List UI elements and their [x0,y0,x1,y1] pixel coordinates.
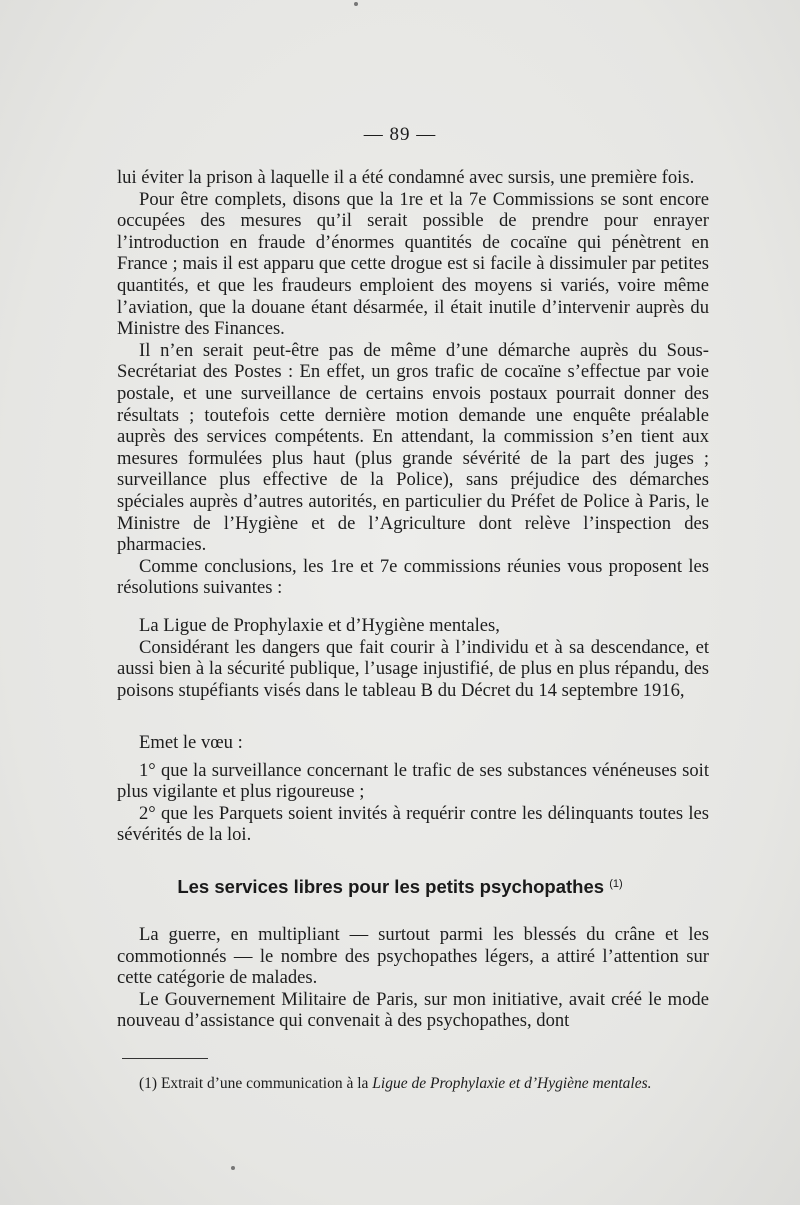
footnote-divider [122,1058,208,1059]
footnote-number: (1) [139,1075,158,1092]
paragraph: La guerre, en multipliant — surtout parmi les blessés du crâne et les commotionnés — le nombre des psychopathes légers, a attiré l’attention sur cette catégorie de malades. [117,924,709,989]
paragraph: Il n’en serait peut-être pas de même d’une démarche auprès du Sous-Secrétariat des Postes : En effet, un gros trafic de cocaïne s’effectue par voie postale, et une surveillance de certains envois postaux pourrait donner des résultats ; toutefois cette dernière motion demande une enquête préalable auprès des services compétents. En attendant, la commission s’en tient aux mesures formulées plus haut (plus grande sévérité de la part des juges ; surveillance plus effective de la Police), sans préjudice des démarches spéciales auprès d’autres autorités, en particulier du Préfet de Police à Paris, le Ministre de l’Hygiène et de l’Agriculture dont relève l’inspection des pharmacies. [117,339,709,556]
paragraph: lui éviter la prison à laquelle il a été condamné avec sursis, une première fois. [117,167,695,188]
voeu-text [117,726,709,846]
resolution-text [117,615,709,701]
list-item: 1° que la surveillance concernant le trafic de ses substances vénéneuses soit plus vigilante et plus rigoureuse ; [117,759,709,803]
body-text-section [117,924,709,1032]
paragraph: Pour être complets, disons que la 1re et la 7e Commissions se sont encore occupées des mesures qu’il serait possible de prendre pour enrayer l’introduction en fraude d’énormes quantités de cocaïne qui pénètrent en France ; mais il est apparu que cette drogue est si facile à dissimuler par petites quantités, et que les fraudeurs emploient des moyens si variés, voire même l’aviation, que la douane étant désarmée, il était inutile d’intervenir auprès du Ministre des Finances. [117,188,709,340]
section-heading-text: Les services libres pour les petits psychopathes [177,876,605,897]
paper-speck [354,2,358,6]
footnote-text: Extrait d’une communication à la [160,1075,369,1092]
paragraph: Le Gouvernement Militaire de Paris, sur mon initiative, avait créé le mode nouveau d’assistance qui convenait à des psychopathes, dont [117,988,709,1032]
list-item: 2° que les Parquets soient invités à requérir contre les délinquants toutes les sévérités de la loi. [117,802,709,846]
paragraph: Considérant les dangers que fait courir à l’individu et à sa descendance, et aussi bien à la sécurité publique, l’usage injustifié, de plus en plus répandu, des poisons stupéfiants visés dans le tableau B du Décret du 14 septembre 1916, [117,636,709,701]
paper-speck [231,1166,235,1170]
body-text-top [117,167,709,599]
paragraph: La Ligue de Prophylaxie et d’Hygiène mentales, [139,615,500,636]
footnote-marker: (1) [609,878,623,890]
footnote-source: Ligue de Prophylaxie et d’Hygiène mentales. [372,1075,652,1092]
footnote [117,1074,717,1093]
paragraph: Emet le vœu : [139,732,243,753]
section-heading [0,876,800,898]
page-number: — 89 — [363,124,437,145]
paragraph: Comme conclusions, les 1re et 7e commissions réunies vous proposent les résolutions suivantes : [117,555,709,599]
